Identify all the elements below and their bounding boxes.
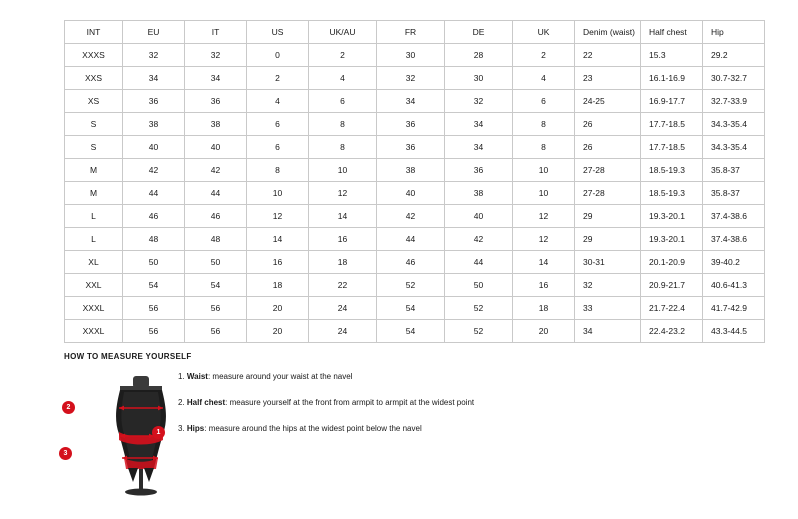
table-cell: 12 bbox=[309, 182, 377, 205]
table-cell: XS bbox=[65, 90, 123, 113]
table-cell: 18.5-19.3 bbox=[641, 182, 703, 205]
instruction-term: Half chest bbox=[186, 398, 226, 407]
table-cell: 22 bbox=[575, 44, 641, 67]
table-cell: 18 bbox=[513, 297, 575, 320]
table-cell: 18 bbox=[309, 251, 377, 274]
table-cell: 17.7-18.5 bbox=[641, 136, 703, 159]
table-cell: 18 bbox=[247, 274, 309, 297]
table-cell: 48 bbox=[123, 228, 185, 251]
table-cell: XXXL bbox=[65, 320, 123, 343]
table-cell: 29.2 bbox=[703, 44, 765, 67]
table-cell: 20 bbox=[247, 320, 309, 343]
table-cell: 44 bbox=[123, 182, 185, 205]
table-cell: 40 bbox=[185, 136, 247, 159]
table-cell: 29 bbox=[575, 228, 641, 251]
table-cell: 21.7-22.4 bbox=[641, 297, 703, 320]
table-row bbox=[65, 228, 765, 251]
table-cell: 42 bbox=[123, 159, 185, 182]
table-cell: 34 bbox=[377, 90, 445, 113]
marker-2: 2 bbox=[62, 401, 75, 414]
table-cell: 54 bbox=[123, 274, 185, 297]
table-cell: 38 bbox=[185, 113, 247, 136]
column-header: Half chest bbox=[641, 21, 703, 44]
table-cell: 19.3-20.1 bbox=[641, 228, 703, 251]
table-cell: 0 bbox=[247, 44, 309, 67]
table-cell: 16 bbox=[513, 274, 575, 297]
table-cell: 42 bbox=[377, 205, 445, 228]
column-header: EU bbox=[123, 21, 185, 44]
table-row bbox=[65, 205, 765, 228]
table-cell: 32 bbox=[445, 90, 513, 113]
table-cell: 38 bbox=[445, 182, 513, 205]
table-cell: 14 bbox=[247, 228, 309, 251]
table-cell: 6 bbox=[309, 90, 377, 113]
table-cell: 34 bbox=[445, 113, 513, 136]
table-row bbox=[65, 67, 765, 90]
table-cell: 34 bbox=[575, 320, 641, 343]
table-cell: 16 bbox=[309, 228, 377, 251]
table-cell: 27-28 bbox=[575, 182, 641, 205]
table-cell: 26 bbox=[575, 113, 641, 136]
table-cell: 16.1-16.9 bbox=[641, 67, 703, 90]
table-cell: 52 bbox=[445, 320, 513, 343]
table-cell: 20 bbox=[247, 297, 309, 320]
table-cell: XXXS bbox=[65, 44, 123, 67]
table-cell: 8 bbox=[309, 136, 377, 159]
table-header-row bbox=[65, 21, 765, 44]
table-cell: 20.1-20.9 bbox=[641, 251, 703, 274]
table-cell: 40 bbox=[377, 182, 445, 205]
table-row bbox=[65, 297, 765, 320]
table-cell: 17.7-18.5 bbox=[641, 113, 703, 136]
table-row bbox=[65, 159, 765, 182]
instruction-item bbox=[178, 396, 578, 409]
table-cell: 32 bbox=[377, 67, 445, 90]
table-cell: 14 bbox=[309, 205, 377, 228]
table-cell: 6 bbox=[513, 90, 575, 113]
instruction-item bbox=[178, 370, 578, 383]
table-cell: 6 bbox=[247, 136, 309, 159]
table-cell: 30.7-32.7 bbox=[703, 67, 765, 90]
table-cell: 54 bbox=[377, 297, 445, 320]
table-cell: M bbox=[65, 159, 123, 182]
table-cell: S bbox=[65, 136, 123, 159]
column-header: Denim (waist) bbox=[575, 21, 641, 44]
instruction-item bbox=[178, 422, 578, 435]
table-cell: S bbox=[65, 113, 123, 136]
table-cell: 32 bbox=[123, 44, 185, 67]
table-row bbox=[65, 136, 765, 159]
table-cell: 10 bbox=[513, 159, 575, 182]
table-cell: 20 bbox=[513, 320, 575, 343]
table-cell: XXS bbox=[65, 67, 123, 90]
table-row bbox=[65, 113, 765, 136]
table-cell: 32 bbox=[575, 274, 641, 297]
table-cell: 22 bbox=[309, 274, 377, 297]
instruction-term: Waist bbox=[186, 372, 208, 381]
table-cell: 34 bbox=[445, 136, 513, 159]
table-cell: 40 bbox=[123, 136, 185, 159]
table-cell: 34 bbox=[123, 67, 185, 90]
table-cell: 46 bbox=[123, 205, 185, 228]
table-cell: 36 bbox=[377, 136, 445, 159]
table-row bbox=[65, 44, 765, 67]
instruction-number: 2. bbox=[178, 398, 185, 407]
table-cell: 10 bbox=[513, 182, 575, 205]
table-cell: 6 bbox=[247, 113, 309, 136]
table-cell: 8 bbox=[513, 113, 575, 136]
table-cell: 40.6-41.3 bbox=[703, 274, 765, 297]
table-cell: 56 bbox=[123, 320, 185, 343]
how-to-measure-title: HOW TO MEASURE YOURSELF bbox=[64, 352, 192, 361]
table-cell: 42 bbox=[445, 228, 513, 251]
table-cell: 30 bbox=[377, 44, 445, 67]
table-cell: 4 bbox=[309, 67, 377, 90]
table-cell: L bbox=[65, 228, 123, 251]
table-cell: 50 bbox=[445, 274, 513, 297]
instruction-text: : measure yourself at the front from armpit to armpit at the widest point bbox=[225, 398, 475, 407]
table-cell: 56 bbox=[185, 297, 247, 320]
table-cell: 24 bbox=[309, 297, 377, 320]
table-cell: 12 bbox=[247, 205, 309, 228]
table-cell: 44 bbox=[185, 182, 247, 205]
table-cell: 44 bbox=[377, 228, 445, 251]
table-cell: 27-28 bbox=[575, 159, 641, 182]
marker-3: 3 bbox=[59, 447, 72, 460]
instruction-text: : measure around your waist at the navel bbox=[207, 372, 353, 381]
table-cell: 34.3-35.4 bbox=[703, 136, 765, 159]
table-cell: 16.9-17.7 bbox=[641, 90, 703, 113]
table-cell: 43.3-44.5 bbox=[703, 320, 765, 343]
table-cell: 10 bbox=[309, 159, 377, 182]
table-cell: 41.7-42.9 bbox=[703, 297, 765, 320]
column-header: UK bbox=[513, 21, 575, 44]
table-row bbox=[65, 274, 765, 297]
table-cell: 38 bbox=[123, 113, 185, 136]
table-cell: 4 bbox=[513, 67, 575, 90]
table-cell: 15.3 bbox=[641, 44, 703, 67]
table-cell: 36 bbox=[185, 90, 247, 113]
table-cell: 2 bbox=[309, 44, 377, 67]
table-row bbox=[65, 90, 765, 113]
table-cell: 32.7-33.9 bbox=[703, 90, 765, 113]
table-cell: 44 bbox=[445, 251, 513, 274]
table-cell: 34.3-35.4 bbox=[703, 113, 765, 136]
table-cell: 50 bbox=[185, 251, 247, 274]
instruction-term: Hips bbox=[186, 424, 205, 433]
table-cell: 42 bbox=[185, 159, 247, 182]
table-cell: 52 bbox=[377, 274, 445, 297]
table-cell: 8 bbox=[309, 113, 377, 136]
column-header: DE bbox=[445, 21, 513, 44]
table-cell: 37.4-38.6 bbox=[703, 205, 765, 228]
table-cell: 10 bbox=[247, 182, 309, 205]
instruction-number: 3. bbox=[178, 424, 185, 433]
column-header: Hip bbox=[703, 21, 765, 44]
table-cell: 54 bbox=[185, 274, 247, 297]
table-cell: 8 bbox=[513, 136, 575, 159]
table-cell: 36 bbox=[123, 90, 185, 113]
table-cell: 54 bbox=[377, 320, 445, 343]
instruction-text: : measure around the hips at the widest point below the navel bbox=[204, 424, 422, 433]
table-cell: 30-31 bbox=[575, 251, 641, 274]
table-cell: 52 bbox=[445, 297, 513, 320]
table-cell: 20.9-21.7 bbox=[641, 274, 703, 297]
marker-1: 1 bbox=[152, 426, 165, 439]
table-cell: 34 bbox=[185, 67, 247, 90]
table-cell: 37.4-38.6 bbox=[703, 228, 765, 251]
table-cell: 24 bbox=[309, 320, 377, 343]
measurement-instructions bbox=[178, 370, 578, 448]
table-row bbox=[65, 182, 765, 205]
table-cell: 18.5-19.3 bbox=[641, 159, 703, 182]
table-cell: 19.3-20.1 bbox=[641, 205, 703, 228]
table-row bbox=[65, 251, 765, 274]
table-cell: 56 bbox=[123, 297, 185, 320]
table-cell: 36 bbox=[377, 113, 445, 136]
table-cell: 12 bbox=[513, 228, 575, 251]
column-header: IT bbox=[185, 21, 247, 44]
table-cell: 40 bbox=[445, 205, 513, 228]
table-cell: 16 bbox=[247, 251, 309, 274]
table-cell: 24-25 bbox=[575, 90, 641, 113]
table-cell: 2 bbox=[247, 67, 309, 90]
table-cell: M bbox=[65, 182, 123, 205]
table-cell: 26 bbox=[575, 136, 641, 159]
table-cell: 50 bbox=[123, 251, 185, 274]
table-cell: 35.8-37 bbox=[703, 159, 765, 182]
table-cell: 39-40.2 bbox=[703, 251, 765, 274]
table-cell: 12 bbox=[513, 205, 575, 228]
table-cell: 30 bbox=[445, 67, 513, 90]
table-cell: 4 bbox=[247, 90, 309, 113]
table-cell: 36 bbox=[445, 159, 513, 182]
table-cell: XL bbox=[65, 251, 123, 274]
table-cell: 48 bbox=[185, 228, 247, 251]
column-header: FR bbox=[377, 21, 445, 44]
table-cell: 35.8-37 bbox=[703, 182, 765, 205]
table-cell: 56 bbox=[185, 320, 247, 343]
table-cell: 28 bbox=[445, 44, 513, 67]
table-cell: L bbox=[65, 205, 123, 228]
table-row bbox=[65, 320, 765, 343]
table-cell: XXXL bbox=[65, 297, 123, 320]
table-cell: 32 bbox=[185, 44, 247, 67]
table-cell: 22.4-23.2 bbox=[641, 320, 703, 343]
column-header: US bbox=[247, 21, 309, 44]
table-cell: 46 bbox=[185, 205, 247, 228]
column-header: INT bbox=[65, 21, 123, 44]
instruction-number: 1. bbox=[178, 372, 185, 381]
table-cell: 2 bbox=[513, 44, 575, 67]
table-cell: XXL bbox=[65, 274, 123, 297]
table-cell: 33 bbox=[575, 297, 641, 320]
table-cell: 29 bbox=[575, 205, 641, 228]
column-header: UK/AU bbox=[309, 21, 377, 44]
size-chart-table bbox=[64, 20, 765, 343]
table-cell: 14 bbox=[513, 251, 575, 274]
table-cell: 23 bbox=[575, 67, 641, 90]
table-cell: 38 bbox=[377, 159, 445, 182]
table-cell: 46 bbox=[377, 251, 445, 274]
table-cell: 8 bbox=[247, 159, 309, 182]
